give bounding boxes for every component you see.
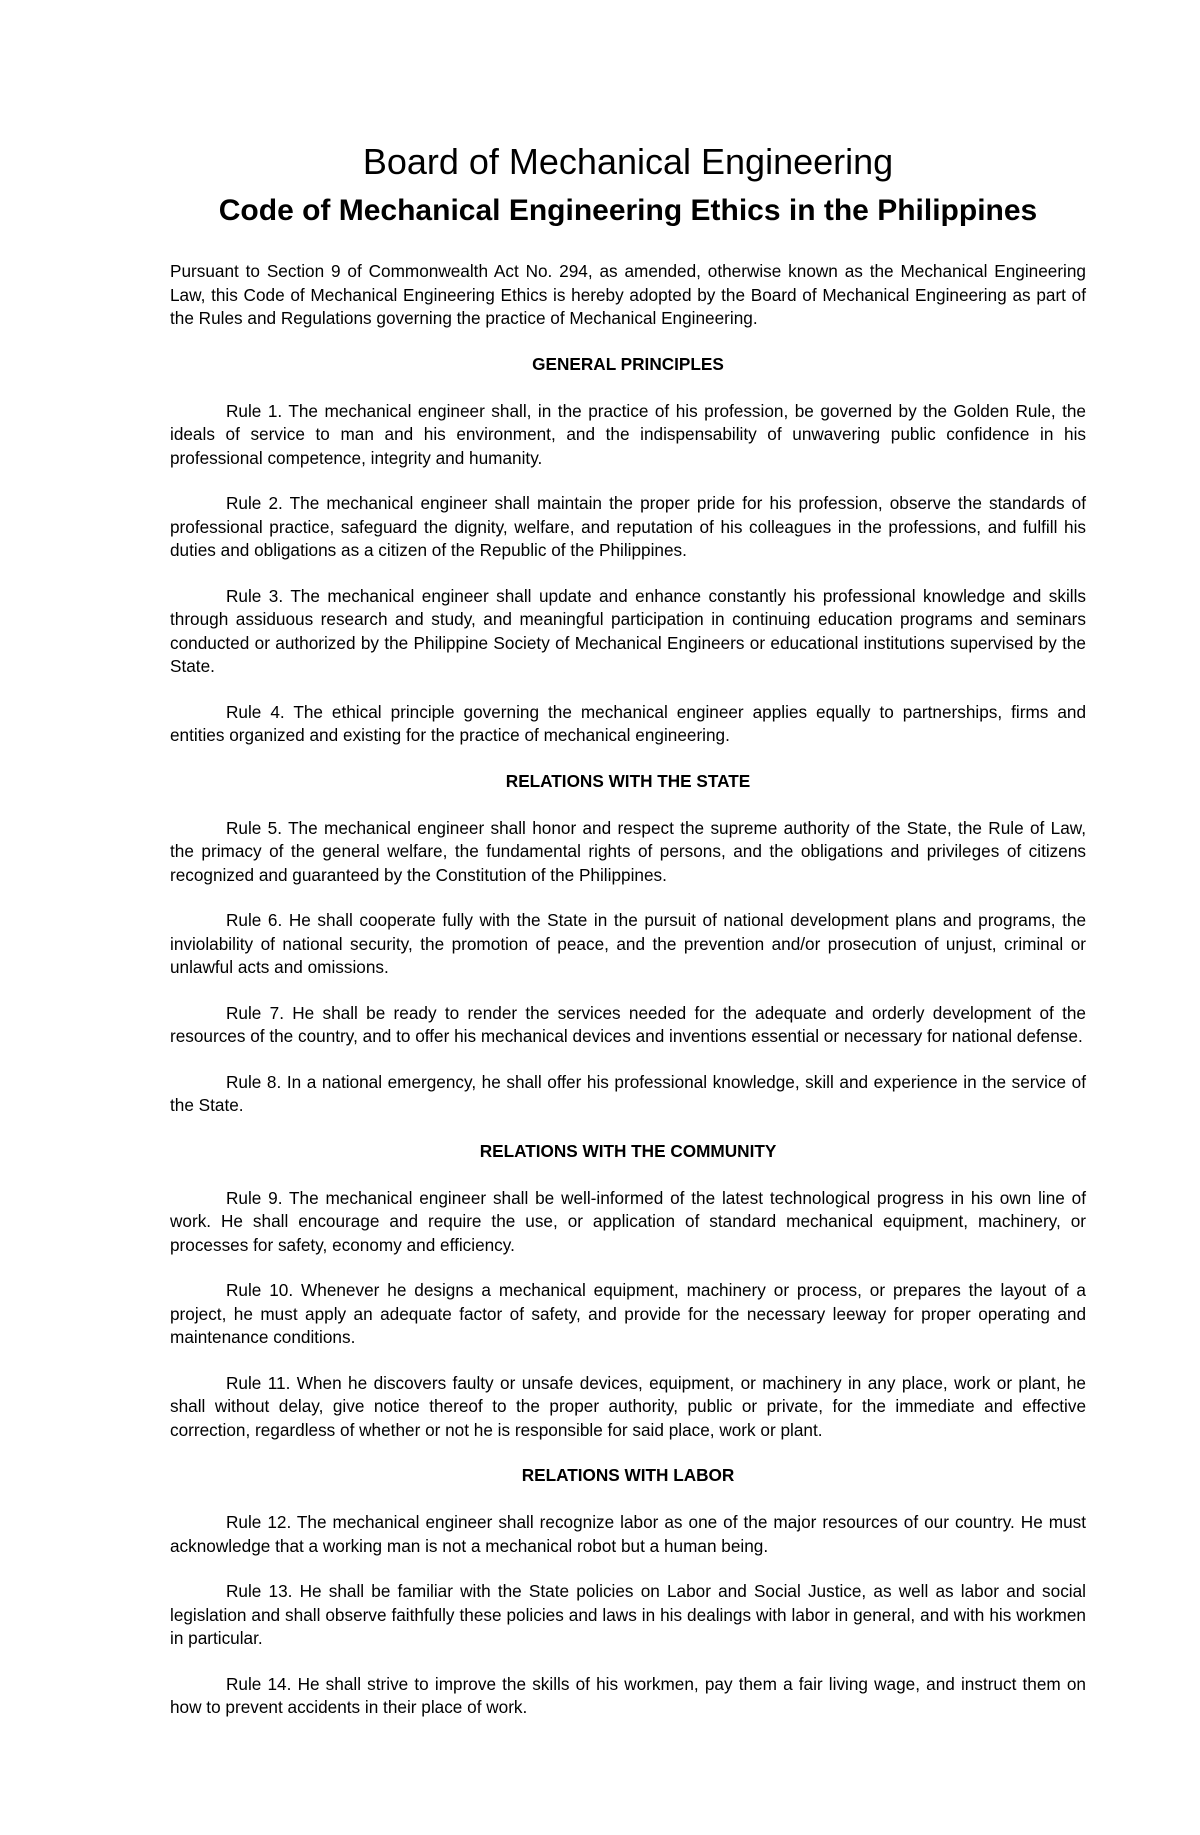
rule-label: Rule 14. — [226, 1673, 292, 1694]
section-heading: RELATIONS WITH LABOR — [521, 1465, 735, 1485]
rule-paragraph — [170, 1580, 1086, 1651]
rule-paragraph — [170, 400, 1086, 471]
rule-text: The mechanical engineer shall recognize labor as one of the major resources of our country. He must acknowledge that a working man is not a mechanical robot but a human being. — [170, 1512, 1086, 1556]
rule-text: He shall be familiar with the State policies on Labor and Social Justice, as well as labor and social legislation and shall observe faithfully these policies and laws in his dealings with labor in general, and with his workmen in particular. — [170, 1581, 1086, 1648]
rule-text: The mechanical engineer shall, in the practice of his profession, be governed by the Golden Rule, the ideals of service to man and his environment, and the indispensability of unwavering public confidence in his professional competence, integrity and humanity. — [170, 400, 1086, 468]
rule-text: When he discovers faulty or unsafe devices, equipment, or machinery in any place, work or plant, he shall without delay, give notice thereof to the proper authority, public or private, for the immediate and effective correction, regardless of whether or not he is responsible for said place, work or plant. — [170, 1372, 1086, 1440]
rule-text: Whenever he designs a mechanical equipment, machinery or process, or prepares the layout of a project, he must apply an adequate factor of safety, and provide for the necessary leeway for proper operating and maintenance conditions. — [170, 1280, 1086, 1347]
rule-label: Rule 10. — [226, 1280, 294, 1300]
rule-text: He shall strive to improve the skills of his workmen, pay them a fair living wage, and instruct them on how to prevent accidents in their place of work. — [170, 1673, 1086, 1717]
rule-paragraph — [170, 1673, 1086, 1720]
rule-paragraph — [170, 1071, 1086, 1118]
rule-paragraph — [170, 909, 1086, 980]
rule-paragraph — [170, 492, 1086, 563]
rule-label: Rule 9. — [226, 1187, 283, 1208]
section-heading: RELATIONS WITH THE COMMUNITY — [479, 1140, 777, 1161]
rule-paragraph — [170, 585, 1086, 679]
rule-label: Rule 8. — [226, 1071, 282, 1092]
section-heading: RELATIONS WITH THE STATE — [505, 770, 751, 791]
rule-text: He shall be ready to render the services needed for the adequate and orderly development of the resources of the country, and to offer his mechanical devices and inventions essential or necessary for national defense. — [170, 1002, 1086, 1046]
rule-label: Rule 5. — [226, 817, 283, 838]
rule-label: Rule 3. — [226, 585, 284, 606]
rule-paragraph — [170, 1279, 1086, 1350]
rule-text: The mechanical engineer shall be well-informed of the latest technological progress in his own line of work. He shall encourage and require the use, or application of standard mechanical equipment, machinery, or processes for safety, economy and efficiency. — [170, 1187, 1086, 1255]
rule-paragraph — [170, 1372, 1086, 1443]
rule-paragraph — [170, 1187, 1086, 1258]
rule-label: Rule 7. — [226, 1002, 284, 1023]
rule-paragraph — [170, 1511, 1086, 1558]
rule-label: Rule 4. — [226, 701, 285, 722]
rule-label: Rule 2. — [226, 493, 283, 513]
rule-label: Rule 1. — [226, 400, 283, 421]
section-heading: GENERAL PRINCIPLES — [532, 353, 724, 374]
rule-label: Rule 12. — [226, 1512, 292, 1532]
document-title: Board of Mechanical Engineering — [362, 141, 894, 182]
rule-label: Rule 13. — [226, 1581, 293, 1601]
rule-text: The mechanical engineer shall honor and respect the supreme authority of the State, the Rule of Law, the primacy of the general welfare, the fundamental rights of persons, and the obligations and privileges of citizens recognized and guaranteed by the Constitution of the Philippines. — [170, 817, 1086, 885]
rule-label: Rule 6. — [226, 910, 283, 930]
rule-label: Rule 11. — [226, 1372, 291, 1393]
rule-paragraph — [170, 701, 1086, 748]
rule-text: The ethical principle governing the mechanical engineer applies equally to partnerships, firms and entities organized and existing for the practice of mechanical engineering. — [170, 701, 1086, 745]
rule-text: In a national emergency, he shall offer his professional knowledge, skill and experience in the service of the State. — [170, 1071, 1086, 1115]
rule-paragraph — [170, 817, 1086, 888]
intro-paragraph: Pursuant to Section 9 of Commonwealth Act No. 294, as amended, otherwise known as the Mechanical Engineering Law, this Code of Mechanical Engineering Ethics is hereby adopted by the Board of Mechanical Engineering as part of the Rules and Regulations governing the practice of Mechanical Engineering. — [170, 261, 1086, 328]
rule-text: The mechanical engineer shall maintain the proper pride for his profession, observe the standards of professional practice, safeguard the dignity, welfare, and reputation of his colleagues in the professions, and fulfill his duties and obligations as a citizen of the Republic of the Philippines. — [170, 493, 1086, 560]
rule-text: The mechanical engineer shall update and enhance constantly his professional knowledge and skills through assiduous research and study, and meaningful participation in continuing education programs and seminars conducted or authorized by the Philippine Society of Mechanical Engineers or educational institutions supervised by the State. — [170, 585, 1086, 676]
rule-paragraph — [170, 1002, 1086, 1049]
document-subtitle: Code of Mechanical Engineering Ethics in the Philippines — [218, 194, 1038, 227]
rule-text: He shall cooperate fully with the State in the pursuit of national development plans and programs, the inviolability of national security, the promotion of peace, and the prevention and/or prosecution of unjust, criminal or unlawful acts and omissions. — [170, 910, 1087, 977]
